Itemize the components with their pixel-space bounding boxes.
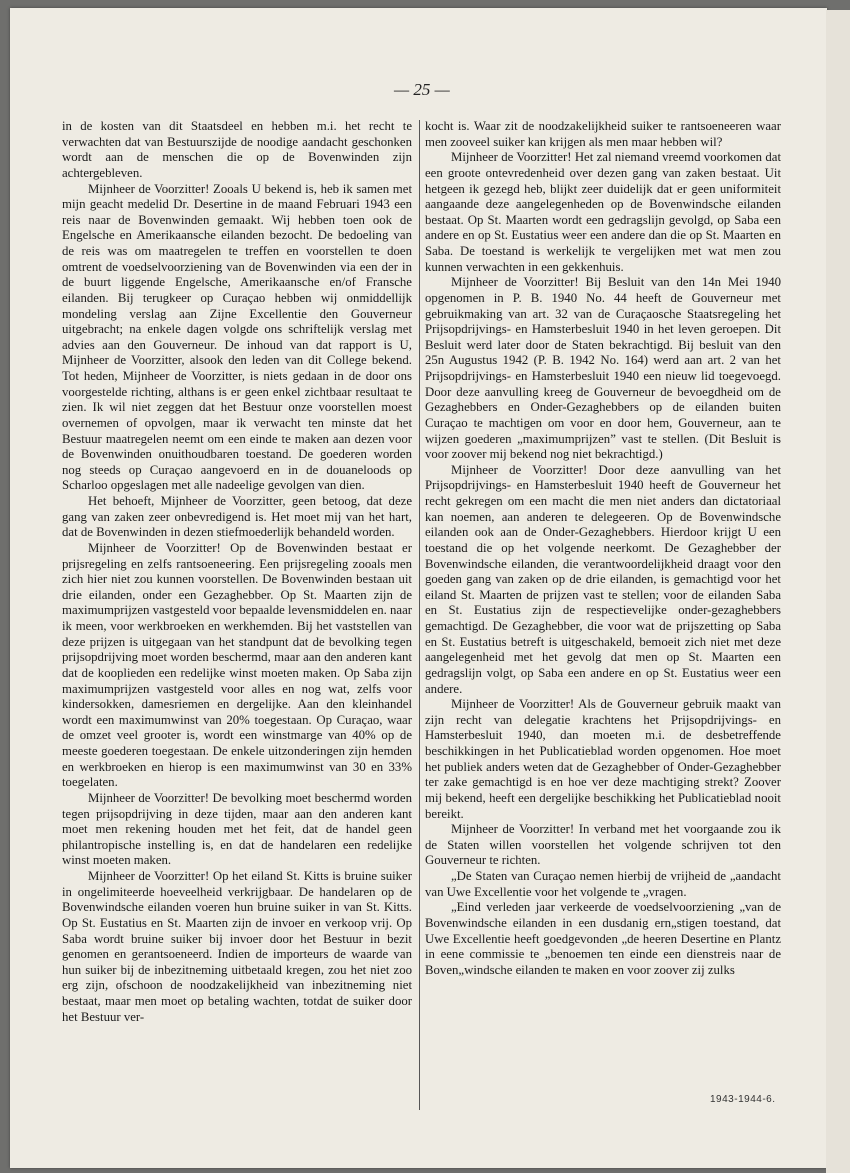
paragraph: Mijnheer de Voorzitter! Zooals U bekend is, heb ik samen met mijn geacht medelid Dr. Desertine in de maand Februari 1943 een reis naar de Bovenwinden gemaakt. Wij hebben toen ook de Engelsche en Amerikaansche eilanden bezocht. De bedoeling van de reis was om maatregelen te treffen en voorstellen te doen omtrent de voedselvoorziening van de Bovenwinden via een der in de buurt liggende Engelsche, Amerikaansche en/of Fransche eilanden. Bij terugkeer op Curaçao hebben wij onmiddellijk mondeling verslag aan Zijne Excellentie den Gouverneur uitgebracht; na enkele dagen volgde ons schriftelijk verslag met advies aan den Gouverneur. De inhoud van dat rapport is U, Mijnheer de Voorzitter, alsook den leden van dit College bekend. Tot heden, Mijnheer de Voorzitter, is niets gedaan in de door ons voorgestelde richting, althans is er geen enkel zichtbaar resultaat te zien. Ik wil niet zeggen dat het Bestuur onze voorstellen moest overnemen of opvolgen, maar ik verwacht ten minste dat het Bestuur maatregelen neemt om een einde te maken aan dezen voor de Bovenwinden onuithoudbaren toestand. De goederen worden nog steeds op Curaçao aangevoerd en in de douaneloods op Scharloo opgeslagen met alle nadeelige gevolgen van dien. — [62, 181, 412, 493]
paragraph: Mijnheer de Voorzitter! Het zal niemand vreemd voorkomen dat een groote ontevredenheid over dezen gang van zaken bestaat. Uit hetgeen ik gezegd heb, blijkt zeer duidelijk dat er geen uniformiteit aangaande deze aangelegenheden op de Bovenwindsche eilanden bestaat. Op St. Maarten wordt een gedragslijn gevolgd, op Saba een andere en op St. Eustatius weer een andere dan die op St. Maarten en Saba. De toestand is werkelijk te vergelijken met wat men zou kunnen verwachten in een gekkenhuis. — [425, 150, 781, 274]
paragraph: Mijnheer de Voorzitter! Bij Besluit van den 14n Mei 1940 opgenomen in P. B. 1940 No. 44 heeft de Gouverneur met gebruikmaking van art. 32 van de Curaçaosche Staatsregeling het Prijsopdrijvings- en Hamsterbesluit 1940 in het leven geroepen. Dit Besluit werd later door de Staten bekrachtigd. Bij besluit van den 25n Augustus 1942 (P. B. 1942 No. 164) werd aan art. 2 van het Prijsopdrijvings- en Hamsterbesluit 1940 een nieuw lid toegevoegd. Door deze aanvulling kreeg de Gouverneur de bevoegdheid om de Gezaghebbers en Onder-Gezaghebbers op de eilanden buiten Curaçao te machtigen om voor en door hem, Gouverneur, aan te wijzen goederen „maximumprijzen” vast te stellen. (Dit Besluit is voor zoover mij bekend nog niet bekrachtigd.) — [425, 275, 781, 462]
left-column — [62, 119, 412, 1025]
paragraph: in de kosten van dit Staatsdeel en hebben m.i. het recht te verwachten dat van Bestuurszijde de noodige aandacht geschonken wordt aan de menschen die op de Bovenwinden zijn achtergebleven. — [62, 119, 412, 180]
right-column — [425, 119, 781, 978]
paragraph: Mijnheer de Voorzitter! Als de Gouverneur gebruik maakt van zijn recht van delegatie krachtens het Prijsopdrijvings- en Hamsterbesluit 1940, dan moeten m.i. de desbetreffende beschikkingen in het Publicatieblad worden opgenomen. Hoe moet het publiek anders weten dat de Gezaghebber of Onder-Gezaghebber ter zake gemachtigd is en hoe ver deze machtiging strekt? Zoover mij bekend, heeft een dergelijke beschikking het Publicatieblad nooit bereikt. — [425, 697, 781, 821]
column-divider — [419, 120, 420, 1110]
paragraph: „De Staten van Curaçao nemen hierbij de vrijheid de „aandacht van Uwe Excellentie voor het volgende te „vragen. — [425, 869, 781, 899]
paragraph: Mijnheer de Voorzitter! Door deze aanvulling van het Prijsopdrijvings- en Hamsterbesluit 1940 heeft de Gouverneur het recht gekregen om een macht die men niet anders dan dictatoriaal kan noemen, aan anderen te delegeeren. Op de Bovenwindsche eilanden ook aan de Onder-Gezaghebbers. Hierdoor krijgt U een toestand die op het volgende neerkomt. De Gezaghebber der Bovenwindsche eilanden, die verantwoordelijkheid draagt voor den goeden gang van zaken op de drie eilanden, is gemachtigd voor het eiland St. Maarten de prijzen vast te stellen; voor de eilanden Saba en St. Eustatius zijn de respectievelijke onder-gezaghebbers gemachtigd. De Gezaghebber, die voor wat de prijszetting op Saba en St. Eustatius betreft is uitgeschakeld, bemoeit zich niet met deze aangelegenheid met het gevolg dat men op St. Maarten een gedragslijn volgt, op Saba een andere en op St. Eustatius weer een andere. — [425, 462, 781, 696]
paragraph: Mijnheer de Voorzitter! In verband met het voorgaande zou ik de Staten willen voorstellen het volgende schrijven tot den Gouverneur te richten. — [425, 822, 781, 868]
paragraph: Mijnheer de Voorzitter! De bevolking moet beschermd worden tegen prijsopdrijving in deze tijden, maar aan den anderen kant moet men rekening houden met het feit, dat de handel geen philantropische instelling is, en dat de handelaren een redelijke winst moeten maken. — [62, 790, 412, 868]
paragraph: „Eind verleden jaar verkeerde de voedselvoorziening „van de Bovenwindsche eilanden in een dusdanig ern„stigen toestand, dat Uwe Excellentie heeft goedgevonden „de heeren Desertine en Plantz in eene commissie te „benoemen ten einde een dienstreis naar de Boven„windsche eilanden te maken en voor zoover zij zulks — [425, 900, 781, 977]
paragraph: Mijnheer de Voorzitter! Op het eiland St. Kitts is bruine suiker in ongelimiteerde hoeveelheid verkrijgbaar. De handelaren op de Bovenwindsche eilanden voeren hun bruine suiker in van St. Kitts. Op St. Eustatius en St. Maarten zijn de invoer en verkoop vrij. Op Saba wordt bruine suiker bij invoer door het Bestuur in bezit genomen en gerantsoeneerd. Indien de importeurs de waarde van hun suiker bij de inbezitneming uitbetaald kregen, zou het niet zoo erg zijn, ofschoon de noodzakelijkheid van inbezitneming niet bestaat, maar men moet op betaling wachten, totdat de suiker door het Bestuur ver- — [62, 869, 412, 1024]
paragraph: Het behoeft, Mijnheer de Voorzitter, geen betoog, dat deze gang van zaken zeer onbevredigend is. Het moet mij van het hart, dat de Bovenwinden in dezen stiefmoederlijk behandeld worden. — [62, 494, 412, 540]
paragraph: Mijnheer de Voorzitter! Op de Bovenwinden bestaat er prijsregeling en zelfs rantsoeneering. Een prijsregeling zooals men zich hier niet zou kunnen voorstellen. De Bovenwinden bestaan uit drie eilanden, onder een Gezaghebber. Op St. Maarten zijn de maximumprijzen vastgesteld voor bepaalde levensmiddelen en. naar ik meen, voor werkbroeken en werkhemden. Bij het vaststellen van deze prijzen is uitgegaan van het standpunt dat de bevolking tegen prijsopdrijving moet worden beschermd, maar aan den anderen kant dat de kooplieden een redelijke winst moeten maken. Op Saba zijn maximumprijzen vastgesteld voor alles en nog wat, zelfs voor kindersokken, damesriemen en dergelijke. Aan den kleinhandel wordt een maximumwinst van 20% toegestaan. Op Curaçao, waar de omzet veel grooter is, wordt een winstmarge van 40% op de meeste goederen toegestaan. De enkele uitzonderingen zijn hemden en werkbroeken en hierop is een maximumwinst van 30 en 33% toegelaten. — [62, 540, 413, 790]
page-edge — [826, 10, 850, 1173]
page-number: — 25 — — [394, 80, 450, 99]
paragraph: kocht is. Waar zit de noodzakelijkheid suiker te rantsoeneeren waar men zooveel suiker kan krijgen als men maar hebben wil? — [425, 119, 781, 149]
footer-code: 1943-1944-6. — [710, 1094, 776, 1105]
